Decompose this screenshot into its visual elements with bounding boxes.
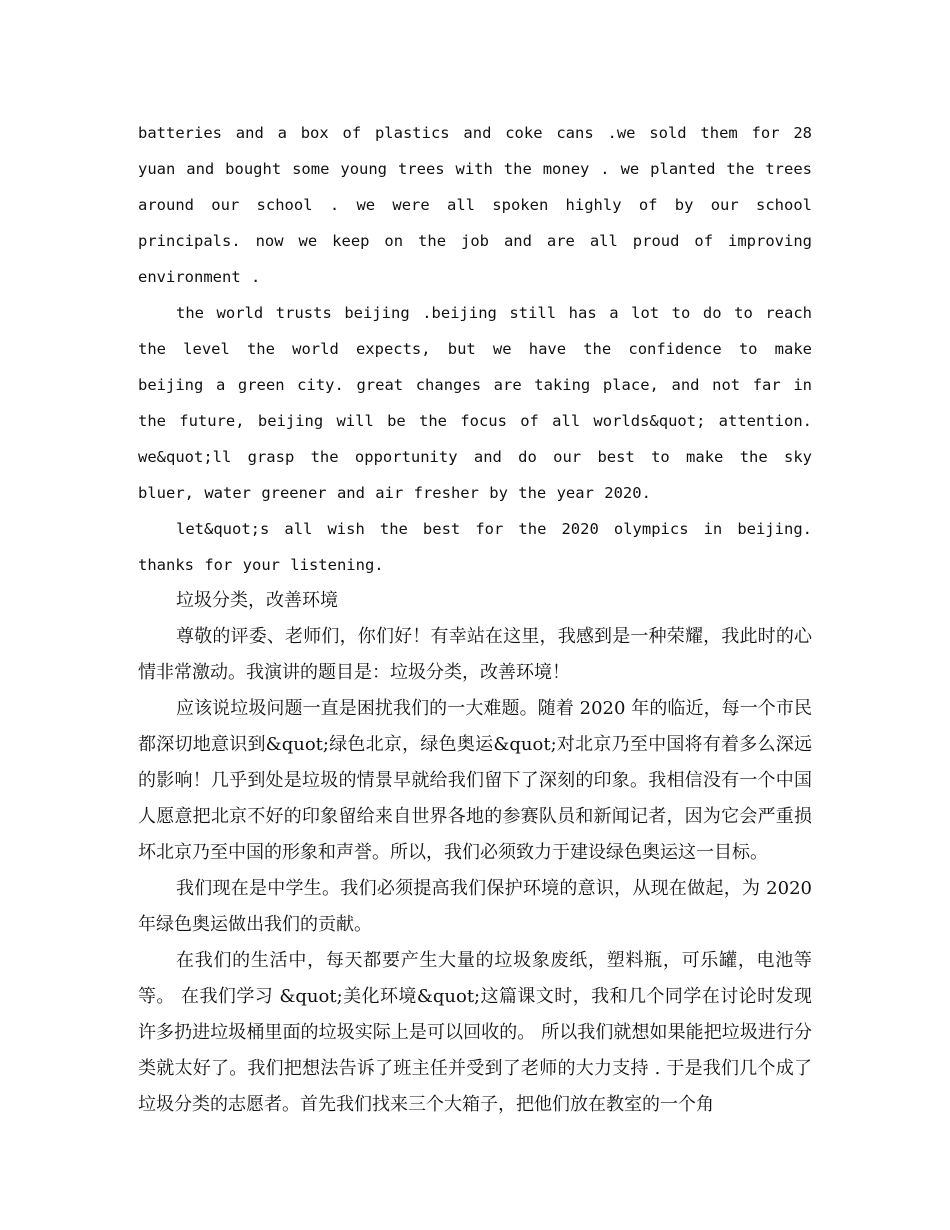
speech-title: 垃圾分类，改善环境 — [176, 590, 338, 611]
paragraph-zh-2: 应该说垃圾问题一直是困扰我们的一大难题。随着 2020 年的临近，每一个市民都深切地意识到&quot;绿色北京，绿色奥运&quot;对北京乃至中国将有着多么深远的影响！几乎到处是垃圾的情景早就给我们留下了深刻的印象。我相信没有一个中国人愿意把北京不好的印象留给来自世界各地的参赛队员和新闻记者，因为它会严重损坏北京乃至中国的形象和声誉。所以，我们必须致力于建设绿色奥运这一目标。 — [138, 698, 812, 863]
paragraph-en-3: let&quot;s all wish the best for the 2020 olympics in beijing. thanks for your listening. — [138, 520, 812, 574]
paragraph-zh-4: 在我们的生活中，每天都要产生大量的垃圾象废纸，塑料瓶，可乐罐，电池等等。 在我们学习 &quot;美化环境&quot;这篇课文时，我和几个同学在讨论时发现许多扔进垃圾桶里面的垃圾实际上是可以回收的。 所以我们就想如果能把垃圾进行分类就太好了。我们把想法告诉了班主任并受到了老师的大力支持 . 于是我们几个成了垃圾分类的志愿者。首先我们找来三个大箱子，把他们放在教室的一个角 — [138, 950, 812, 1115]
paragraph-en-1: batteries and a box of plastics and coke cans .we sold them for 28 yuan and bought some young trees with the money . we planted the trees around our school . we were all spoken highly of by our school principals. now we keep on the job and are all proud of improving environment . — [138, 124, 812, 286]
paragraph-zh-1: 尊敬的评委、老师们，你们好！有幸站在这里，我感到是一种荣耀，我此时的心情非常激动。我演讲的题目是：垃圾分类，改善环境！ — [138, 626, 812, 683]
paragraph-en-2: the world trusts beijing .beijing still has a lot to do to reach the level the world expects, but we have the confidence to make beijing a green city. great changes are taking place, and not far in the future, beijing will be the focus of all worlds&quot; attention. we&quot;ll grasp the opportunity and do our best to make the sky bluer, water greener and air fresher by the year 2020. — [138, 304, 812, 502]
paragraph-zh-3: 我们现在是中学生。我们必须提高我们保护环境的意识，从现在做起，为 2020 年绿色奥运做出我们的贡献。 — [138, 878, 812, 935]
document-body — [138, 115, 812, 1123]
